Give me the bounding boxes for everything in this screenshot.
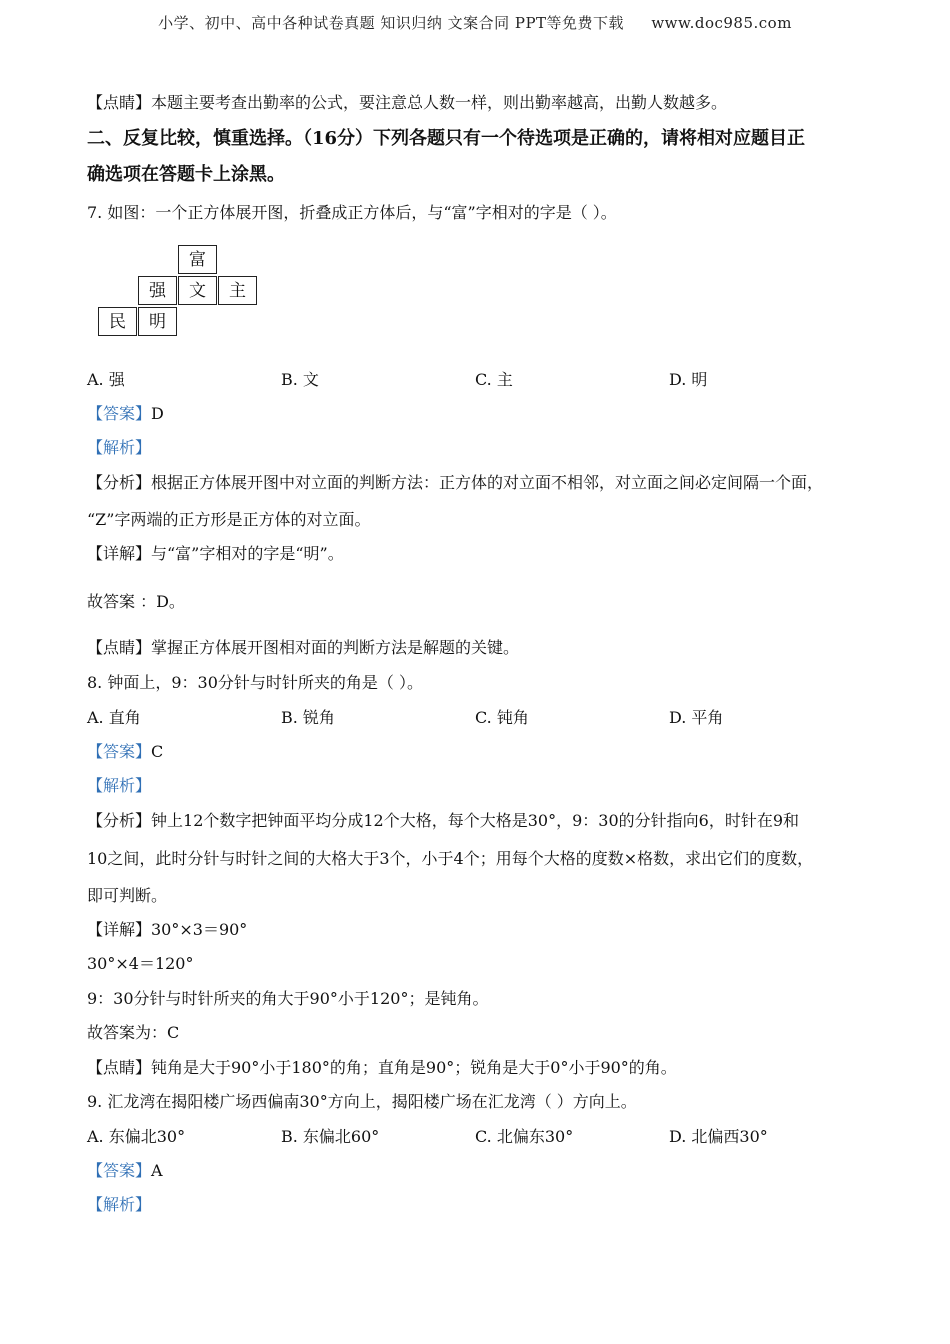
q8-calc-2: 30°×4＝120°	[87, 954, 194, 973]
q9-question: 9. 汇龙湾在揭阳楼广场西偏南30°方向上，揭阳楼广场在汇龙湾（ ）方向上。	[87, 1092, 637, 1111]
net-cell-min: 民	[98, 307, 137, 336]
page-header	[0, 12, 950, 33]
q8-calc-3: 9：30分针与时针所夹的角大于90°小于120°；是钝角。	[87, 989, 489, 1008]
q8-question: 8. 钟面上，9：30分针与时针所夹的角是（ ）。	[87, 673, 423, 692]
q8-xiangjie: 【详解】30°×3＝90°	[87, 920, 248, 939]
net-cell-fu: 富	[178, 245, 217, 274]
q7-xiangjie: 【详解】与“富”字相对的字是“明”。	[87, 544, 344, 563]
header-site: www.doc985.com	[651, 14, 792, 32]
q9-answer	[87, 1158, 163, 1181]
q8-fenxi-2: 10之间，此时分针与时针之间的大格大于3个，小于4个；用每个大格的度数×格数，求出它们的度数，	[87, 849, 814, 868]
q8-tip: 【点睛】钝角是大于90°小于180°的角；直角是90°；锐角是大于0°小于90°的角。	[87, 1058, 677, 1077]
section2-title-line1: 二、反复比较，慎重选择。（16分）下列各题只有一个待选项是正确的，请将相对应题目正	[87, 128, 806, 149]
answer-value: C	[151, 742, 164, 761]
net-cell-wen: 文	[178, 276, 217, 305]
section2-title-line2: 确选项在答题卡上涂黑。	[87, 164, 285, 185]
net-cell-ming: 明	[138, 307, 177, 336]
q8-answer	[87, 739, 163, 762]
q7-option-a: A. 强	[87, 370, 125, 389]
q9-analysis-tag: 【解析】	[87, 1195, 152, 1214]
q8-fenxi-1	[87, 808, 799, 831]
q7-fenxi-1	[87, 470, 823, 493]
q7-tip: 【点睛】掌握正方体展开图相对面的判断方法是解题的关键。	[87, 638, 520, 657]
q7-analysis-tag: 【解析】	[87, 438, 152, 457]
q7-answer	[87, 401, 164, 424]
q9-option-d: D. 北偏西30°	[669, 1127, 768, 1146]
fenxi-text: 根据正方体展开图中对立面的判断方法：正方体的对立面不相邻，对立面之间必定间隔一个面，	[151, 473, 824, 492]
header-text: 小学、初中、高中各种试卷真题 知识归纳 文案合同 PPT等免费下载	[158, 14, 625, 32]
q8-fenxi-3: 即可判断。	[87, 886, 168, 905]
top-tip: 【点睛】本题主要考查出勤率的公式，要注意总人数一样，则出勤率越高，出勤人数越多。	[87, 93, 728, 112]
q7-conclusion: 故答案 ：D。	[87, 592, 185, 611]
fenxi-tag: 【分析】	[87, 473, 152, 492]
answer-tag: 【答案】	[87, 404, 152, 423]
q8-conclusion: 故答案为：C	[87, 1023, 180, 1042]
q8-option-a: A. 直角	[87, 708, 141, 727]
q7-fenxi-2: “Z”字两端的正方形是正方体的对立面。	[87, 510, 371, 529]
answer-value: D	[151, 404, 164, 423]
answer-value: A	[151, 1161, 163, 1180]
q7-option-d: D. 明	[669, 370, 708, 389]
q9-option-a: A. 东偏北30°	[87, 1127, 186, 1146]
answer-tag: 【答案】	[87, 742, 152, 761]
q7-option-b: B. 文	[281, 370, 319, 389]
q7-option-c: C. 主	[475, 370, 513, 389]
fenxi-text: 钟上12个数字把钟面平均分成12个大格，每个大格是30°，9：30的分针指向6，时针在9和	[151, 811, 799, 830]
q9-option-b: B. 东偏北60°	[281, 1127, 380, 1146]
q8-option-c: C. 钝角	[475, 708, 529, 727]
q8-option-d: D. 平角	[669, 708, 724, 727]
q9-option-c: C. 北偏东30°	[475, 1127, 574, 1146]
net-cell-zhu: 主	[218, 276, 257, 305]
answer-tag: 【答案】	[87, 1161, 152, 1180]
net-cell-qiang: 强	[138, 276, 177, 305]
q7-question: 7. 如图：一个正方体展开图，折叠成正方体后，与“富”字相对的字是（ ）。	[87, 203, 617, 222]
q8-option-b: B. 锐角	[281, 708, 335, 727]
fenxi-tag: 【分析】	[87, 811, 152, 830]
q8-analysis-tag: 【解析】	[87, 776, 152, 795]
